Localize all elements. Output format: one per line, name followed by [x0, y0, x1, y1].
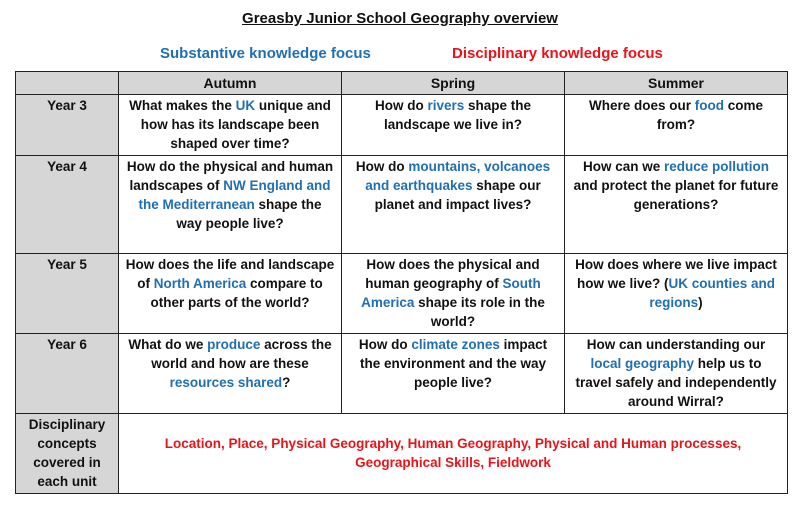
substantive-term: produce: [207, 337, 261, 352]
substantive-term: South America: [361, 276, 541, 310]
cell-summer: [565, 334, 788, 414]
cell-autumn: [119, 334, 342, 414]
substantive-term: local geography: [590, 356, 695, 371]
cell-text: help us to travel safely and independently around Wirral?: [575, 356, 777, 409]
header-autumn: Autumn: [119, 72, 342, 95]
substantive-term: rivers: [427, 98, 465, 113]
cell-text: What do we: [128, 337, 208, 352]
table-row-year-6: [16, 334, 788, 414]
cell-text: How does where we live impact how we live? (: [575, 257, 777, 291]
table-header-row: [16, 72, 788, 95]
cell-autumn: [119, 95, 342, 156]
concepts-list: [119, 414, 788, 494]
cell-text: and protect the planet for future generations?: [573, 178, 779, 212]
cell-spring: [342, 156, 565, 254]
document-title: Greasby Junior School Geography overview: [242, 10, 558, 27]
substantive-term: food: [694, 98, 724, 113]
concepts-label: Disciplinary concepts covered in each unit: [16, 414, 119, 494]
cell-spring: [342, 95, 565, 156]
cell-text: ?: [282, 375, 291, 390]
cell-summer: [565, 95, 788, 156]
cell-text: How do: [358, 337, 412, 352]
table-row-year-4: [16, 156, 788, 254]
cell-text: How do: [374, 98, 428, 113]
cell-summer: [565, 156, 788, 254]
cell-text: ): [698, 295, 703, 310]
table-row-year-5: [16, 254, 788, 334]
cell-spring: [342, 334, 565, 414]
cell-text: How can understanding our: [586, 337, 766, 352]
geography-overview-table: [15, 71, 788, 494]
year-label: Year 5: [16, 254, 119, 334]
cell-text: How do: [355, 159, 409, 174]
cell-autumn: [119, 156, 342, 254]
cell-text: How does the physical and human geography of: [365, 257, 540, 291]
cell-text: across the world and how are these: [151, 337, 332, 371]
table-row-year-3: [16, 95, 788, 156]
substantive-term: North America: [153, 276, 247, 291]
cell-text: What makes the: [129, 98, 236, 113]
cell-text: How can we: [582, 159, 664, 174]
cell-spring: [342, 254, 565, 334]
cell-text: shape its role in the world?: [414, 295, 545, 329]
substantive-term: mountains, volcanoes and earthquakes: [365, 159, 551, 193]
cell-text: Where does our: [588, 98, 695, 113]
cell-text: impact the environment and the way people live?: [359, 337, 548, 390]
substantive-term: resources shared: [169, 375, 283, 390]
year-label: Year 6: [16, 334, 119, 414]
disciplinary-focus-key: Disciplinary knowledge focus: [452, 45, 663, 62]
substantive-term: climate zones: [411, 337, 500, 352]
year-label: Year 3: [16, 95, 119, 156]
cell-text: come from?: [656, 98, 764, 132]
cell-text: shape our planet and impact lives?: [374, 178, 541, 212]
cell-autumn: [119, 254, 342, 334]
cell-text: compare to other parts of the world?: [150, 276, 323, 310]
substantive-term: reduce pollution: [664, 159, 770, 174]
cell-text: How does the life and landscape of: [125, 257, 335, 291]
table-row-concepts: [16, 414, 788, 494]
cell-text: unique and how has its landscape been shaped over time?: [140, 98, 331, 151]
header-blank: [16, 72, 119, 95]
substantive-term: UK counties and regions: [649, 276, 776, 310]
header-summer: Summer: [565, 72, 788, 95]
substantive-term: NW England and the Mediterranean: [138, 178, 331, 212]
concepts-line-1: Location, Place, Physical Geography, Human Geography, Physical and Human processes,: [164, 436, 742, 451]
concepts-line-2: Geographical Skills, Fieldwork: [355, 455, 551, 470]
substantive-focus-key: Substantive knowledge focus: [160, 45, 371, 62]
substantive-term: UK: [235, 98, 256, 113]
header-spring: Spring: [342, 72, 565, 95]
cell-text: shape the landscape we live in?: [383, 98, 532, 132]
cell-summer: [565, 254, 788, 334]
cell-text: How do the physical and human landscapes of: [126, 159, 334, 193]
cell-text: shape the way people live?: [176, 197, 322, 231]
year-label: Year 4: [16, 156, 119, 254]
